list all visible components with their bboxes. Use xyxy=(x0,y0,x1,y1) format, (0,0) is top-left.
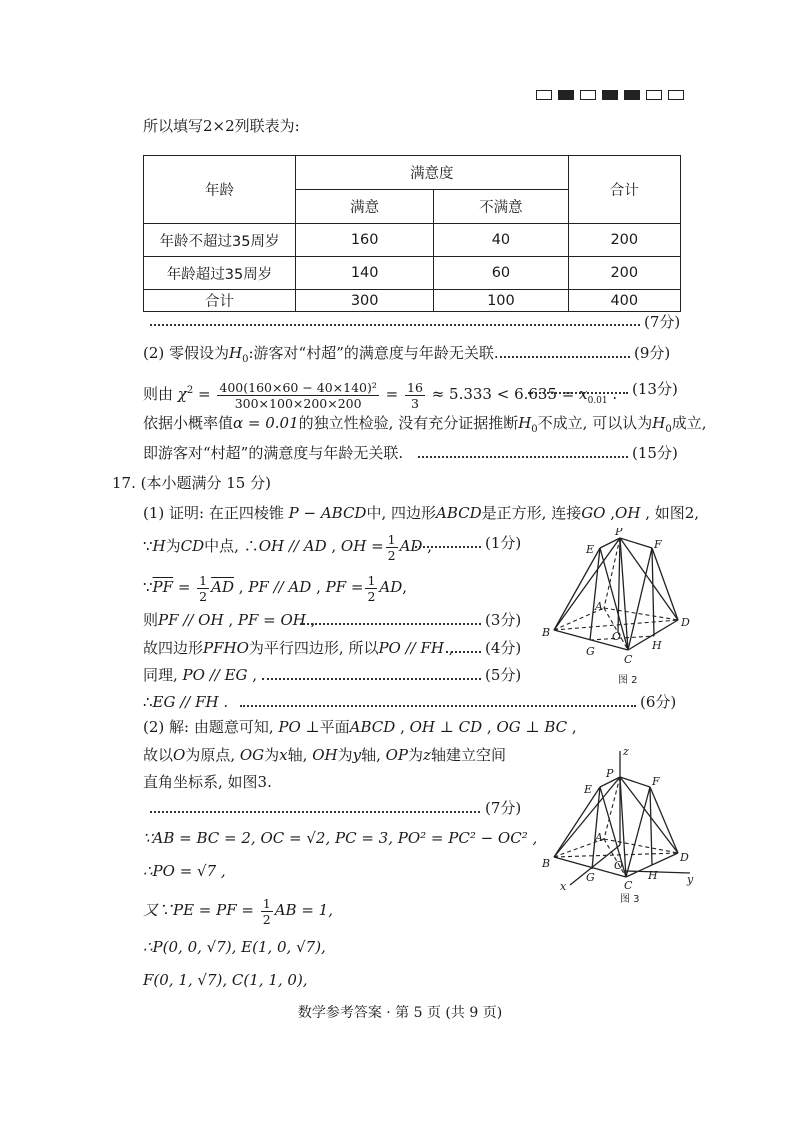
dot-leader xyxy=(446,651,481,653)
t: 又∵PE = PF = xyxy=(143,901,259,919)
conc-h2-sub: 0 xyxy=(665,424,672,435)
t: , xyxy=(605,504,616,522)
t: , xyxy=(422,537,432,555)
score-4: (4分) xyxy=(485,639,522,657)
cell-satisfied: 160 xyxy=(296,224,434,257)
edge xyxy=(652,548,654,636)
cell-unsatisfied: 60 xyxy=(434,257,568,290)
label-c: C xyxy=(624,879,633,892)
critical-x: x xyxy=(579,385,588,403)
solution-line-3: 直角坐标系, 如图3. xyxy=(143,773,272,791)
t: , xyxy=(567,718,577,736)
solution-line-4: ∵AB = BC = 2, OC = √2, PC = 3, PO² = PC² − OC² , xyxy=(143,829,538,847)
m: PF // OH xyxy=(158,611,224,629)
proof-line-1 xyxy=(143,503,699,523)
fraction-half xyxy=(197,573,209,604)
proof-line-7 xyxy=(143,692,228,712)
row-label: 年龄不超过35周岁 xyxy=(144,224,296,257)
corner-mark xyxy=(602,90,618,100)
chi-symbol: χ xyxy=(177,385,187,403)
figure-3-caption: 图 3 xyxy=(620,894,640,905)
score-15: (15分) xyxy=(632,444,678,462)
chi-numerator: 400(160×60 − 40×140)² xyxy=(219,379,377,395)
d: 2 xyxy=(387,547,396,563)
page-footer: 数学参考答案 · 第 5 页 (共 9 页) xyxy=(297,1005,503,1021)
t: , xyxy=(247,666,258,684)
edge xyxy=(650,787,652,865)
conclusion-line-2: 即游客对“村超”的满意度与年龄无关联. xyxy=(143,444,404,462)
m: OH = xyxy=(340,537,384,555)
label-h: H xyxy=(648,869,658,882)
score-7b: (7分) xyxy=(485,799,522,817)
m: ABCD xyxy=(349,718,396,736)
label-c: C xyxy=(624,653,633,666)
label-g: G xyxy=(586,871,595,884)
t: ∴ xyxy=(143,693,153,711)
m: H xyxy=(152,537,166,555)
score-7: (7分) xyxy=(644,313,681,331)
score-9: (9分) xyxy=(634,344,671,362)
m: OH xyxy=(312,746,338,764)
conc-h: H xyxy=(518,414,532,432)
cell-satisfied: 140 xyxy=(296,257,434,290)
score-13: (13分) xyxy=(632,380,678,398)
hidden-edge xyxy=(604,608,678,620)
chi-prefix: 则由 xyxy=(143,385,174,403)
chi-equals: = xyxy=(193,385,216,403)
t: 为 xyxy=(264,746,280,764)
t: , xyxy=(326,537,341,555)
label-x: x xyxy=(560,880,567,893)
m: z xyxy=(423,746,431,764)
dot-leader xyxy=(262,678,481,680)
edge xyxy=(620,538,678,620)
alpha-value: α = 0.01 xyxy=(233,414,299,432)
solution-line-6 xyxy=(143,893,333,927)
m: PFHO xyxy=(203,639,249,657)
table-row xyxy=(144,257,681,290)
edge xyxy=(650,787,678,853)
dot-leader xyxy=(528,392,628,394)
label-a: A xyxy=(595,600,603,613)
label-b: B xyxy=(542,857,551,870)
edge xyxy=(554,787,600,857)
d: 2 xyxy=(199,588,208,604)
figure-3 xyxy=(540,745,700,905)
corner-mark xyxy=(558,90,574,100)
fraction-denominator: 3 xyxy=(410,395,419,411)
proof-line-6 xyxy=(143,665,257,685)
label-f: F xyxy=(652,775,660,788)
table-row xyxy=(144,224,681,257)
t: 为原点, xyxy=(185,746,240,764)
label-o: O xyxy=(612,630,622,643)
edge xyxy=(620,538,652,548)
contingency-table xyxy=(143,155,681,312)
t: 同理, xyxy=(143,666,183,684)
fraction-half xyxy=(261,896,273,927)
header-total: 合计 xyxy=(568,156,680,224)
figure-2 xyxy=(540,528,700,690)
chi-denominator: 300×100×200×200 xyxy=(234,395,362,411)
n: 1 xyxy=(199,572,208,588)
t: 轴, xyxy=(361,746,386,764)
label-f: F xyxy=(654,538,662,551)
t: , xyxy=(311,578,326,596)
edge xyxy=(554,548,600,630)
t: ∵ xyxy=(143,537,153,555)
cell-unsatisfied: 40 xyxy=(434,224,568,257)
label-b: B xyxy=(542,626,551,639)
proof-line-2 xyxy=(143,529,432,563)
m: x xyxy=(279,746,288,764)
m: AD xyxy=(399,537,423,555)
hidden-edge xyxy=(554,853,678,857)
label-h: H xyxy=(652,639,662,652)
label-g: G xyxy=(586,645,595,658)
n: 1 xyxy=(367,572,376,588)
corner-mark xyxy=(668,90,684,100)
hidden-edge xyxy=(604,608,628,650)
header-satisfied: 满意 xyxy=(296,190,434,224)
t: , xyxy=(402,578,408,596)
x-axis xyxy=(570,845,620,885)
n: 1 xyxy=(262,895,271,911)
m: EG // FH xyxy=(152,693,219,711)
row-label: 年龄超过35周岁 xyxy=(144,257,296,290)
dot-leader xyxy=(418,456,628,458)
proof-line-3 xyxy=(143,570,407,604)
corner-mark xyxy=(580,90,596,100)
h0-statement: :游客对“村超”的满意度与年龄无关联. xyxy=(248,344,499,362)
t: ∵ xyxy=(143,578,153,596)
dot-leader xyxy=(240,705,636,707)
t: (1) 证明: 在正四棱锥 xyxy=(143,504,284,522)
t: 轴, xyxy=(287,746,313,764)
t: 为平行四边形, 所以 xyxy=(248,639,379,657)
label-e: E xyxy=(584,783,593,796)
t: 轴建立空间 xyxy=(430,746,506,764)
t: , 如图2, xyxy=(640,504,700,522)
t: 则 xyxy=(143,611,159,629)
dot-leader xyxy=(300,623,481,625)
m: PF = OH xyxy=(237,611,306,629)
t: AB = 1, xyxy=(274,901,333,919)
corner-marks xyxy=(536,90,684,100)
dot-leader xyxy=(415,546,481,548)
h0-symbol: H xyxy=(229,344,243,362)
cell-total: 200 xyxy=(568,224,680,257)
row-label: 合计 xyxy=(144,290,296,312)
cell-unsatisfied: 100 xyxy=(434,290,568,312)
score-3: (3分) xyxy=(485,611,522,629)
t: = xyxy=(173,578,196,596)
t: , xyxy=(395,718,410,736)
chi-equals-2: = xyxy=(380,385,404,403)
proof-line-4 xyxy=(143,610,315,630)
m: PO ⊥ xyxy=(278,718,320,736)
chi-comparison: ≈ 5.333 < 6.635 = xyxy=(426,385,580,403)
solution-line-5: ∴PO = √7 , xyxy=(143,862,226,880)
conc-text-c: 不成立, 可以认为 xyxy=(537,414,653,432)
label-e: E xyxy=(586,543,595,556)
m: OH ⊥ CD xyxy=(409,718,483,736)
fraction-half xyxy=(386,532,398,563)
dot-leader xyxy=(150,324,640,326)
dot-leader xyxy=(500,356,630,358)
proof-line-5 xyxy=(143,638,454,658)
m: OH xyxy=(615,504,641,522)
t: (2) 解: 由题意可知, xyxy=(143,718,279,736)
n: 1 xyxy=(387,531,396,547)
label-y: y xyxy=(687,873,694,886)
score-6: (6分) xyxy=(640,693,677,711)
t: , xyxy=(482,718,497,736)
conc-text-b: 的独立性检验, 没有充分证据推断 xyxy=(298,414,519,432)
cell-total: 200 xyxy=(568,257,680,290)
t: 平面 xyxy=(319,718,350,736)
corner-mark xyxy=(646,90,662,100)
cell-satisfied: 300 xyxy=(296,290,434,312)
t: 故以 xyxy=(143,746,174,764)
label-a: A xyxy=(595,831,603,844)
m: GO xyxy=(581,504,606,522)
figure-2-caption: 图 2 xyxy=(618,675,638,686)
corner-mark xyxy=(624,90,640,100)
label-p: P xyxy=(606,767,614,780)
conc-h-sub: 0 xyxy=(531,424,538,435)
intro-text: 所以填写2×2列联表为: xyxy=(143,117,300,135)
label-d: D xyxy=(681,616,690,629)
fraction-16-3 xyxy=(405,380,425,411)
solution-line-2 xyxy=(143,745,506,765)
t: 是正方形, 连接 xyxy=(481,504,582,522)
fraction-numerator: 16 xyxy=(407,379,423,395)
conc-h2: H xyxy=(652,414,666,432)
header-age: 年龄 xyxy=(144,156,296,224)
question-17-header: 17. (本小题满分 15 分) xyxy=(112,474,271,492)
t: 为 xyxy=(165,537,181,555)
t: . xyxy=(218,693,229,711)
vector-ad: $\overline{AD}$ xyxy=(211,578,234,596)
edge xyxy=(628,548,652,650)
vector-pf: $\overline{PF}$ xyxy=(152,578,174,596)
t: 为 xyxy=(408,746,424,764)
critical-subscript: 0.01 xyxy=(587,396,608,406)
label-z: z xyxy=(623,745,629,758)
t: 故四边形 xyxy=(143,639,204,657)
edge xyxy=(652,548,678,620)
m: OG ⊥ BC xyxy=(496,718,568,736)
chi-superscript: 2 xyxy=(186,385,194,396)
conc-text-d: 成立, xyxy=(671,414,707,432)
t: , xyxy=(223,611,238,629)
corner-mark xyxy=(536,90,552,100)
m: OP xyxy=(385,746,409,764)
m: y xyxy=(352,746,362,764)
table-row xyxy=(144,290,681,312)
header-satisfaction: 满意度 xyxy=(296,156,569,190)
t: , xyxy=(443,639,454,657)
t: , xyxy=(305,611,316,629)
score-5: (5分) xyxy=(485,666,522,684)
t: 中, 四边形 xyxy=(366,504,437,522)
conclusion-line-1 xyxy=(143,413,706,440)
m: O xyxy=(173,746,186,764)
solution-line-8: F(0, 1, √7), C(1, 1, 0), xyxy=(143,971,308,989)
m: OH // AD xyxy=(258,537,327,555)
h0-subscript: 0 xyxy=(242,354,249,365)
dot-leader xyxy=(150,811,480,813)
chi-fraction xyxy=(217,380,379,411)
fraction-half xyxy=(365,573,377,604)
label-d: D xyxy=(680,851,689,864)
h0-prefix: (2) 零假设为 xyxy=(143,344,230,362)
m: PO // EG xyxy=(182,666,248,684)
m: PF = xyxy=(325,578,364,596)
m: P − ABCD xyxy=(288,504,367,522)
chi-end: . xyxy=(607,385,618,403)
d: 2 xyxy=(367,588,376,604)
m: OG xyxy=(239,746,265,764)
conc-text-a: 依据小概率值 xyxy=(143,414,234,432)
solution-line-7: ∴P(0, 0, √7), E(1, 0, √7), xyxy=(143,938,326,956)
t: 为 xyxy=(337,746,353,764)
t: , xyxy=(233,578,249,596)
m: PO // FH xyxy=(378,639,444,657)
m: PF // AD xyxy=(248,578,312,596)
label-p: P xyxy=(615,528,623,538)
m: CD xyxy=(180,537,205,555)
cell-total: 400 xyxy=(568,290,680,312)
header-unsatisfied: 不满意 xyxy=(434,190,568,224)
d: 2 xyxy=(262,911,271,927)
score-1: (1分) xyxy=(485,534,522,552)
label-o: O xyxy=(614,859,624,872)
m: AD xyxy=(379,578,403,596)
edge xyxy=(592,787,600,869)
m: ABCD xyxy=(436,504,482,522)
h0-line xyxy=(143,343,499,370)
solution-line-1 xyxy=(143,717,577,737)
t: 中点, ∴ xyxy=(204,537,259,555)
